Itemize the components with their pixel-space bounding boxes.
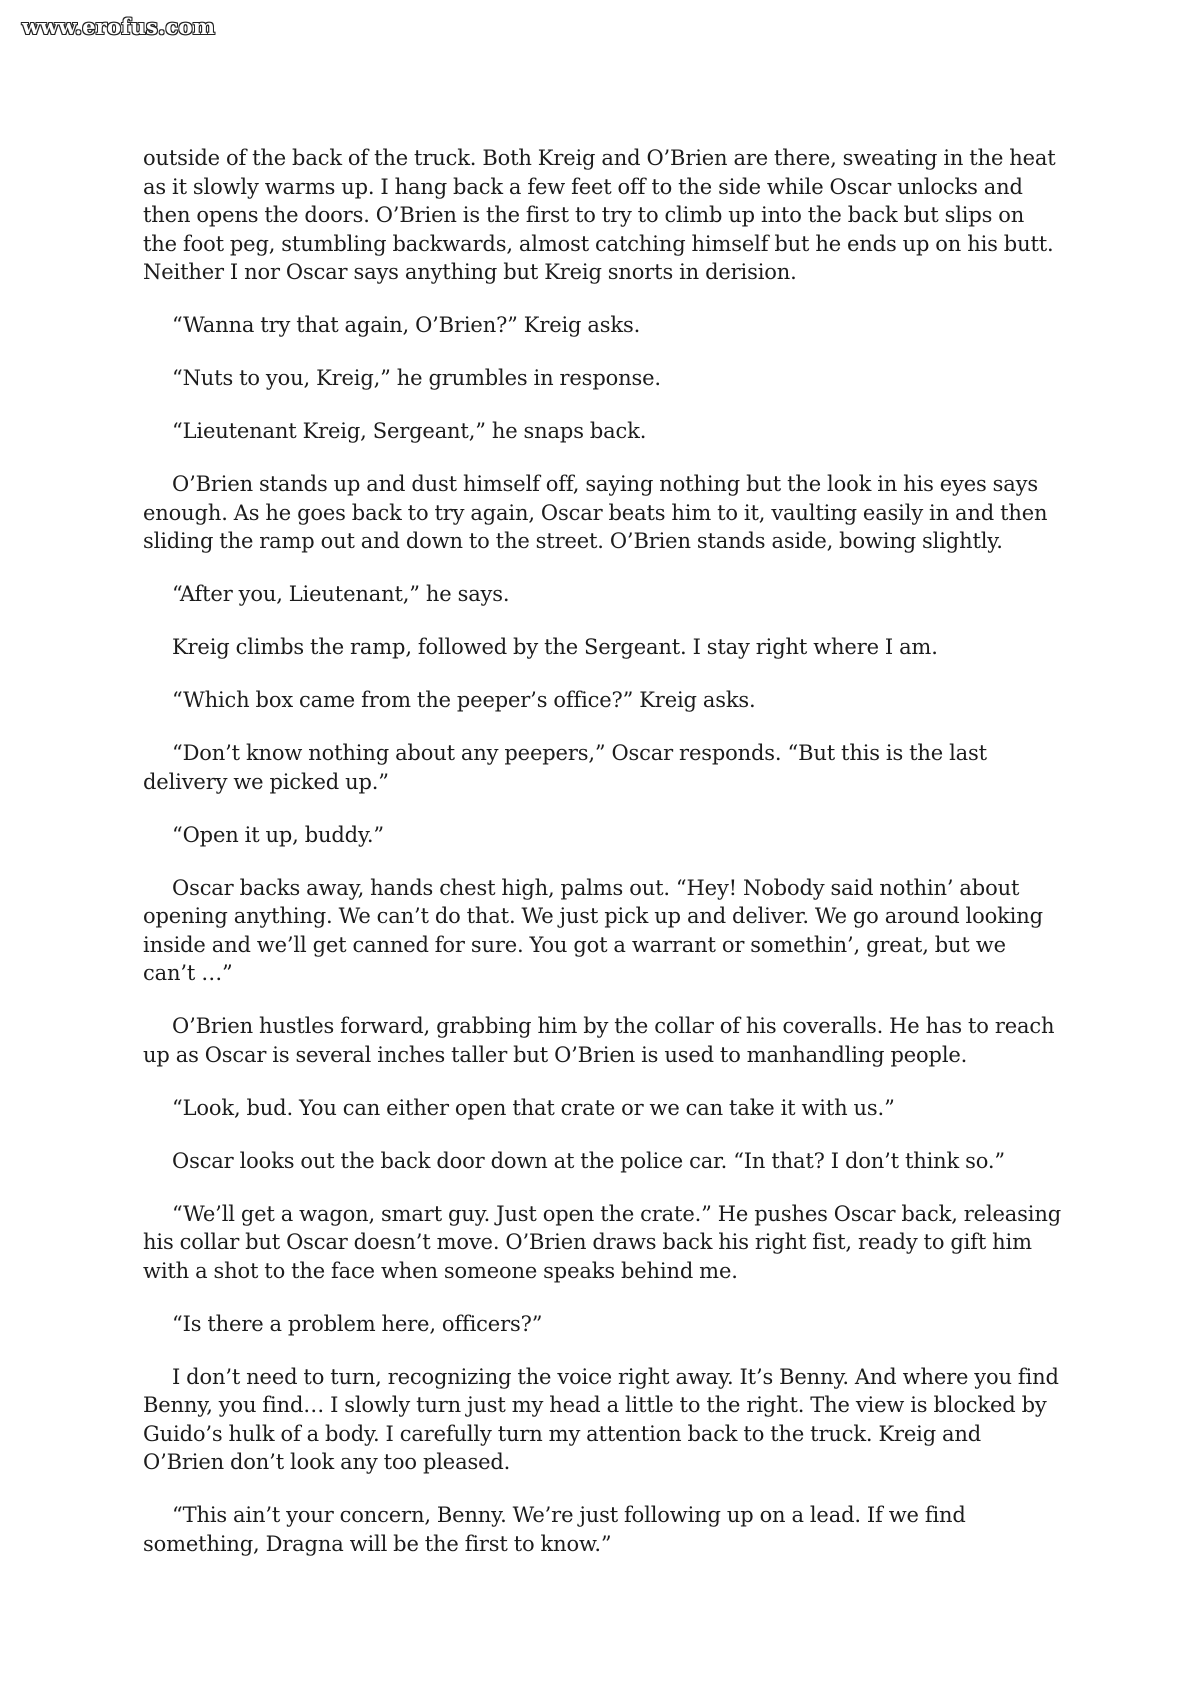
site-watermark: www.erofus.com	[22, 14, 216, 39]
paragraph: outside of the back of the truck. Both Kreig and O’Brien are there, sweating in the heat as it slowly warms up. I hang back a few feet off to the side while Oscar unlocks and then opens the doors. O’Brien is the first to try to climb up into the back but slips on the foot peg, stumbling backwards, almost catching himself but he ends up on his butt. Neither I nor Oscar says anything but Kreig snorts in derision.	[143, 146, 1056, 284]
paragraph: I don’t need to turn, recognizing the voice right away. It’s Benny. And where you find Benny, you find… I slowly turn just my head a little to the right. The view is blocked by Guido’s hulk of a body. I carefully turn my attention back to the truck. Kreig and O’Brien don’t look any too pleased.	[143, 1364, 1059, 1474]
paragraph: Oscar looks out the back door down at the police car. “In that? I don’t think so.”	[172, 1148, 1006, 1173]
paragraph: “Don’t know nothing about any peepers,” Oscar responds. “But this is the last delivery we picked up.”	[143, 741, 987, 794]
paragraph: “We’ll get a wagon, smart guy. Just open the crate.” He pushes Oscar back, releasing his collar but Oscar doesn’t move. O’Brien draws back his right fist, ready to gift him with a shot to the face when someone speaks behind me.	[143, 1201, 1062, 1283]
paragraph: “This ain’t your concern, Benny. We’re just following up on a lead. If we find something, Dragna will be the first to know.”	[143, 1503, 966, 1556]
paragraph: “Is there a problem here, officers?”	[172, 1311, 543, 1336]
paragraph: “Look, bud. You can either open that crate or we can take it with us.”	[172, 1095, 895, 1120]
paragraph: “After you, Lieutenant,” he says.	[172, 582, 510, 606]
paragraph: O’Brien hustles forward, grabbing him by the collar of his coveralls. He has to reach up as Oscar is several inches taller but O’Brien is used to manhandling people.	[143, 1014, 1055, 1067]
story-text	[143, 144, 1063, 1583]
paragraph: “Nuts to you, Kreig,” he grumbles in response.	[172, 366, 661, 390]
paragraph: O’Brien stands up and dust himself off, saying nothing but the look in his eyes says enough. As he goes back to try again, Oscar beats him to it, vaulting easily in and then sliding the ramp out and down to the street. O’Brien stands aside, bowing slightly.	[143, 472, 1048, 553]
paragraph: “Open it up, buddy.”	[172, 822, 385, 847]
paragraph: “Wanna try that again, O’Brien?” Kreig asks.	[172, 313, 641, 337]
paragraph: Oscar backs away, hands chest high, palms out. “Hey! Nobody said nothin’ about opening anything. We can’t do that. We just pick up and deliver. We go around looking inside and we’ll get canned for sure. You got a warrant or somethin’, great, but we can’t …”	[143, 875, 1043, 985]
paragraph: “Which box came from the peeper’s office?” Kreig asks.	[172, 688, 756, 712]
paragraph: Kreig climbs the ramp, followed by the Sergeant. I stay right where I am.	[172, 635, 938, 659]
paragraph: “Lieutenant Kreig, Sergeant,” he snaps back.	[172, 419, 647, 443]
